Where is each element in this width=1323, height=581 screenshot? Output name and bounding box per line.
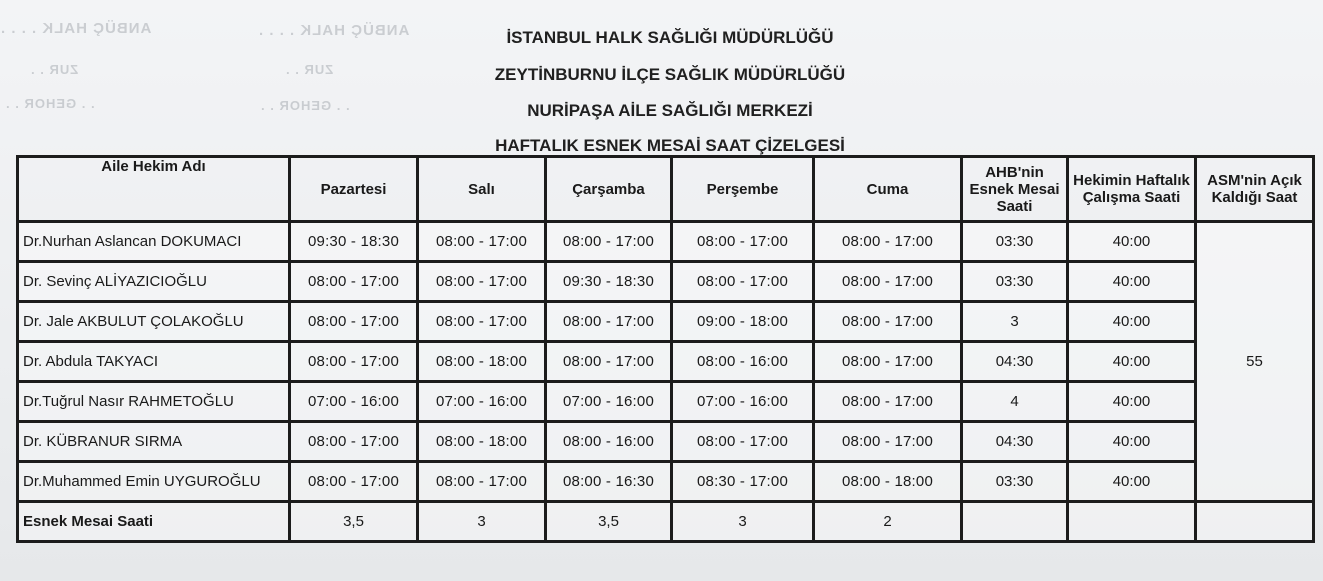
cell-ahb-flex: 03:30 [962, 262, 1068, 302]
cell-monday: 08:00 - 17:00 [290, 422, 418, 462]
cell-tuesday: 08:00 - 17:00 [418, 302, 546, 342]
table-row [18, 262, 1314, 302]
cell-name: Dr.Nurhan Aslancan DOKUMACI [18, 222, 290, 262]
header-row [18, 157, 1314, 222]
cell-name: Dr. KÜBRANUR SIRMA [18, 422, 290, 462]
cell-weekly-hours: 40:00 [1068, 262, 1196, 302]
table-row [18, 382, 1314, 422]
cell-name: Dr. Abdula TAKYACI [18, 342, 290, 382]
cell-wednesday: 08:00 - 16:30 [546, 462, 672, 502]
schedule-table [16, 155, 1315, 543]
cell-weekly-hours: 40:00 [1068, 302, 1196, 342]
cell-wednesday: 08:00 - 17:00 [546, 222, 672, 262]
cell-weekly-hours: 40:00 [1068, 222, 1196, 262]
header-line-1: İSTANBUL HALK SAĞLIĞI MÜDÜRLÜĞÜ [506, 28, 834, 47]
col-header-name: Aile Hekim Adı [18, 157, 290, 222]
cell-ahb-flex: 04:30 [962, 342, 1068, 382]
footer-wednesday: 3,5 [546, 502, 672, 542]
cell-name: Dr.Tuğrul Nasır RAHMETOĞLU [18, 382, 290, 422]
cell-friday: 08:00 - 17:00 [814, 382, 962, 422]
footer-asm-empty [1196, 502, 1314, 542]
cell-ahb-flex: 3 [962, 302, 1068, 342]
cell-thursday: 08:00 - 17:00 [672, 262, 814, 302]
cell-name: Dr. Jale AKBULUT ÇOLAKOĞLU [18, 302, 290, 342]
cell-wednesday: 08:00 - 16:00 [546, 422, 672, 462]
cell-friday: 08:00 - 17:00 [814, 422, 962, 462]
cell-friday: 08:00 - 18:00 [814, 462, 962, 502]
bleed-through-text: ANBÜÇ HALK . . . . [0, 20, 152, 37]
cell-thursday: 08:00 - 17:00 [672, 422, 814, 462]
cell-friday: 08:00 - 17:00 [814, 342, 962, 382]
cell-name: Dr. Sevinç ALİYAZICIOĞLU [18, 262, 290, 302]
footer-label: Esnek Mesai Saati [18, 502, 290, 542]
col-header-friday: Cuma [814, 157, 962, 222]
col-header-asm-open-hours: ASM'nin Açık Kaldığı Saat [1196, 157, 1314, 222]
cell-ahb-flex: 03:30 [962, 462, 1068, 502]
cell-tuesday: 08:00 - 17:00 [418, 222, 546, 262]
table-row [18, 222, 1314, 262]
col-header-ahb-flex: AHB'nin Esnek Mesai Saati [962, 157, 1068, 222]
cell-wednesday: 08:00 - 17:00 [546, 302, 672, 342]
bleed-through-text: . . GEHOR . . [5, 96, 95, 111]
cell-asm-open-hours: 55 [1196, 222, 1314, 502]
cell-wednesday: 09:30 - 18:30 [546, 262, 672, 302]
cell-monday: 08:00 - 17:00 [290, 262, 418, 302]
cell-tuesday: 08:00 - 18:00 [418, 422, 546, 462]
col-header-weekly-hours: Hekimin Haftalık Çalışma Saati [1068, 157, 1196, 222]
cell-weekly-hours: 40:00 [1068, 422, 1196, 462]
cell-friday: 08:00 - 17:00 [814, 302, 962, 342]
table-row [18, 422, 1314, 462]
cell-weekly-hours: 40:00 [1068, 342, 1196, 382]
col-header-monday: Pazartesi [290, 157, 418, 222]
bleed-through-text: ANBÜÇ HALK . . . . [258, 22, 410, 39]
cell-ahb-flex: 4 [962, 382, 1068, 422]
table-row [18, 342, 1314, 382]
cell-tuesday: 08:00 - 18:00 [418, 342, 546, 382]
cell-monday: 07:00 - 16:00 [290, 382, 418, 422]
bleed-through-text: ZUR . . [30, 62, 79, 77]
cell-thursday: 09:00 - 18:00 [672, 302, 814, 342]
cell-weekly-hours: 40:00 [1068, 382, 1196, 422]
col-header-thursday: Perşembe [672, 157, 814, 222]
footer-friday: 2 [814, 502, 962, 542]
col-header-wednesday: Çarşamba [546, 157, 672, 222]
cell-wednesday: 08:00 - 17:00 [546, 342, 672, 382]
cell-name: Dr.Muhammed Emin UYGUROĞLU [18, 462, 290, 502]
cell-monday: 08:00 - 17:00 [290, 462, 418, 502]
cell-tuesday: 08:00 - 17:00 [418, 262, 546, 302]
header-line-4: HAFTALIK ESNEK MESAİ SAAT ÇİZELGESİ [495, 136, 845, 155]
table-row [18, 462, 1314, 502]
col-header-tuesday: Salı [418, 157, 546, 222]
footer-row [18, 502, 1314, 542]
cell-monday: 08:00 - 17:00 [290, 302, 418, 342]
cell-friday: 08:00 - 17:00 [814, 222, 962, 262]
cell-ahb-flex: 03:30 [962, 222, 1068, 262]
footer-ahb-empty [962, 502, 1068, 542]
cell-monday: 08:00 - 17:00 [290, 342, 418, 382]
footer-thursday: 3 [672, 502, 814, 542]
bleed-through-text: . . GEHOR . . [260, 98, 350, 113]
cell-thursday: 08:30 - 17:00 [672, 462, 814, 502]
cell-thursday: 07:00 - 16:00 [672, 382, 814, 422]
header-line-2: ZEYTİNBURNU İLÇE SAĞLIK MÜDÜRLÜĞÜ [494, 65, 846, 84]
footer-tuesday: 3 [418, 502, 546, 542]
cell-thursday: 08:00 - 16:00 [672, 342, 814, 382]
cell-friday: 08:00 - 17:00 [814, 262, 962, 302]
cell-tuesday: 07:00 - 16:00 [418, 382, 546, 422]
header-line-3: NURİPAŞA AİLE SAĞLIĞI MERKEZİ [527, 101, 813, 120]
footer-weekly-empty [1068, 502, 1196, 542]
footer-monday: 3,5 [290, 502, 418, 542]
cell-weekly-hours: 40:00 [1068, 462, 1196, 502]
cell-wednesday: 07:00 - 16:00 [546, 382, 672, 422]
cell-ahb-flex: 04:30 [962, 422, 1068, 462]
table-row [18, 302, 1314, 342]
cell-monday: 09:30 - 18:30 [290, 222, 418, 262]
cell-tuesday: 08:00 - 17:00 [418, 462, 546, 502]
bleed-through-text: ZUR . . [285, 62, 334, 77]
cell-thursday: 08:00 - 17:00 [672, 222, 814, 262]
